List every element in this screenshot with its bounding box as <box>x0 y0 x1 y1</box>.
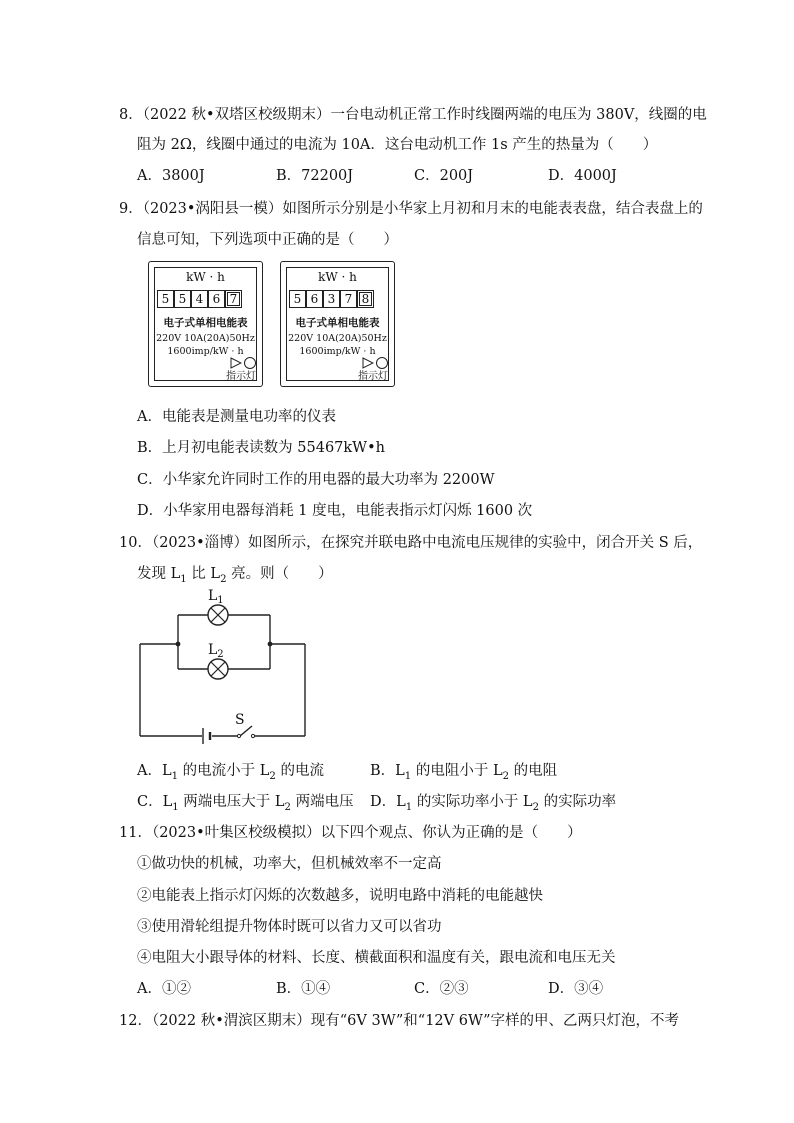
q11-statement-3: ③使用滑轮组提升物体时既可以省力又可以省功 <box>137 919 442 935</box>
q8-line2: 阻为 2Ω，线圈中通过的电流为 10A．这台电动机工作 1s 产生的热量为（ ） <box>137 137 658 153</box>
meter-digit-decimal: 8 <box>357 290 374 308</box>
q9-option-b: B．上月初电能表读数为 55467kW•h <box>137 440 385 456</box>
meter-indicator-label: 指示灯 <box>358 371 388 382</box>
q11-statement-4: ④电阻大小跟导体的材料、长度、横截面积和温度有关，跟电流和电压无关 <box>137 950 616 966</box>
electric-meter-end <box>280 261 395 387</box>
q11-option-d: D．③④ <box>548 981 604 997</box>
meter-digit: 3 <box>323 290 340 308</box>
meter-digit: 5 <box>174 290 191 308</box>
q10-option-a: A．$L_1$ 的电流小于 $L_2$ 的电流 <box>137 763 324 782</box>
lamp-l2-label: $L_2$ <box>208 642 224 660</box>
switch-contact-icon <box>251 734 254 737</box>
q9-option-a: A．电能表是测量电功率的仪表 <box>137 409 336 425</box>
parallel-circuit-diagram <box>130 582 320 747</box>
meter-indicator-label: 指示灯 <box>226 371 256 382</box>
switch-contact-icon <box>237 734 240 737</box>
meter-spec-rating: 220V 10A(20A)50Hz <box>156 333 255 344</box>
q9-line2: 信息可知，下列选项中正确的是（ ） <box>137 232 398 248</box>
q11-statement-1: ①做功快的机械，功率大，但机械效率不一定高 <box>137 856 442 872</box>
meter-digit: 5 <box>289 290 306 308</box>
meter-spec-constant: 1600imp/kW · h <box>299 346 376 357</box>
meter-digit-decimal: 7 <box>225 290 242 308</box>
q11-statement-2: ②电能表上指示灯闪烁的次数越多，说明电路中消耗的电能越快 <box>137 888 543 904</box>
lamp-l1-label: $L_1$ <box>208 588 224 606</box>
meter-digit: 4 <box>191 290 208 308</box>
q10-line1: 10．（2023•淄博）如图所示，在探究并联电路中电流电压规律的实验中，闭合开关 S 后， <box>119 535 703 551</box>
q10-option-b: B．$L_1$ 的电阻小于 $L_2$ 的电阻 <box>370 763 558 782</box>
q11-option-b: B．①④ <box>276 981 331 997</box>
q11-option-a: A．①② <box>137 981 191 997</box>
q8-option-b: B．72200J <box>276 168 354 184</box>
q10-option-d: D．$L_1$ 的实际功率小于 $L_2$ 的实际功率 <box>370 794 617 813</box>
meter-digit: 5 <box>157 290 174 308</box>
meter-spec-constant: 1600imp/kW · h <box>167 346 244 357</box>
meter-reading <box>289 290 374 308</box>
meter-name: 电子式单相电能表 <box>163 317 248 329</box>
q8-option-d: D．4000J <box>548 168 617 184</box>
q9-option-d: D．小华家用电器每消耗 1 度电，电能表指示灯闪烁 1600 次 <box>137 503 533 519</box>
q10-option-c: C．$L_1$ 两端电压大于 $L_2$ 两端电压 <box>137 794 354 813</box>
q8-option-c: C．200J <box>414 168 474 184</box>
junction-dot <box>268 642 273 647</box>
meter-digit: 7 <box>340 290 357 308</box>
q11-line1: 11．（2023•叶集区校级模拟）以下四个观点、你认为正确的是（ ） <box>119 825 582 841</box>
meter-digit: 6 <box>208 290 225 308</box>
meter-spec-rating: 220V 10A(20A)50Hz <box>288 333 387 344</box>
junction-dot <box>176 642 181 647</box>
meter-name: 电子式单相电能表 <box>295 317 380 329</box>
q8-line1: 8．（2022 秋•双塔区校级期末）一台电动机正常工作时线圈两端的电压为 380V，线圈的电 <box>119 107 707 123</box>
meter-unit: kW · h <box>186 270 225 284</box>
meter-reading <box>157 290 242 308</box>
electric-meter-start <box>148 261 263 387</box>
q9-option-c: C．小华家允许同时工作的用电器的最大功率为 2200W <box>137 472 495 488</box>
q9-line1: 9．（2023•涡阳县一模）如图所示分别是小华家上月初和月末的电能表表盘，结合表盘上的 <box>119 201 703 217</box>
lamp-l1-icon <box>208 605 228 625</box>
q12-line1: 12．（2022 秋•渭滨区期末）现有“6V 3W”和“12V 6W”字样的甲、乙两只灯泡，不考 <box>119 1013 680 1029</box>
battery-icon <box>203 728 210 744</box>
switch-label: S <box>235 712 245 728</box>
q8-option-a: A．3800J <box>137 168 205 184</box>
meter-digit: 6 <box>306 290 323 308</box>
meter-unit: kW · h <box>318 270 357 284</box>
lamp-l2-icon <box>208 659 228 679</box>
q11-option-c: C．②③ <box>414 981 469 997</box>
q10-line2: 发现 $L_1$ 比 $L_2$ 亮。则（ ） <box>137 566 333 585</box>
